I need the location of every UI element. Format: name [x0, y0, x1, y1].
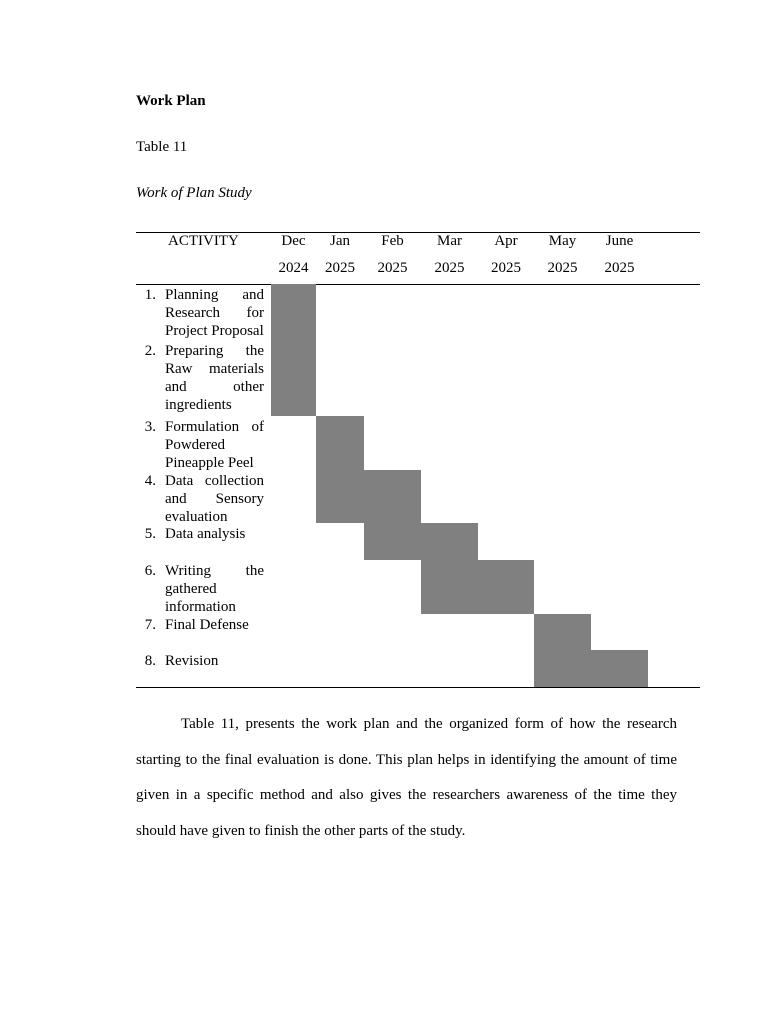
year-header-mar: 2025 [434, 260, 465, 276]
year-header-dec: 2024 [278, 260, 309, 276]
month-header-mar: Mar [437, 233, 462, 249]
activity-label: Data analysis [165, 526, 246, 542]
activity-number: 8. [144, 653, 156, 669]
activity-label: Preparing the Raw materials and other ingredients [165, 343, 264, 413]
activity-label: Final Defense [165, 617, 249, 633]
gantt-bar-5-mar [421, 523, 478, 560]
gantt-bar-6-mar [421, 560, 478, 614]
year-header-apr: 2025 [491, 260, 521, 276]
description-paragraph [136, 707, 677, 849]
table-number: Table 11 [136, 139, 188, 155]
activity-label: Formulation of Powdered Pineapple Peel [165, 419, 264, 471]
table-bottom-rule [136, 687, 700, 688]
activity-number: 1. [144, 287, 156, 303]
month-header-jan: Jan [330, 233, 350, 249]
activity-number: 3. [144, 419, 156, 435]
activity-label: Revision [165, 653, 219, 669]
activity-number: 4. [144, 473, 156, 489]
gantt-bar-7-may [534, 614, 591, 650]
year-header-feb: 2025 [377, 260, 408, 276]
gantt-bar-3-jan [316, 416, 364, 470]
table-title: Work of Plan Study [136, 185, 252, 201]
year-header-june: 2025 [604, 260, 635, 276]
activity-number: 2. [144, 343, 156, 359]
activity-number: 7. [144, 617, 156, 633]
gantt-bar-1-dec [271, 284, 316, 340]
year-header-may: 2025 [547, 260, 578, 276]
month-header-feb: Feb [381, 233, 404, 249]
month-header-june: June [605, 233, 634, 249]
gantt-bar-8-may [534, 650, 591, 687]
activity-number: 6. [144, 563, 156, 579]
work-plan-table [136, 232, 700, 688]
section-heading: Work Plan [136, 93, 206, 109]
gantt-bar-4-jan [316, 470, 364, 523]
month-header-may: May [548, 233, 577, 249]
gantt-bar-2-dec [271, 340, 316, 416]
gantt-bar-8-june [591, 650, 648, 687]
activity-label: Data collection and Sensory evaluation [165, 473, 264, 525]
gantt-bar-5-feb [364, 523, 421, 560]
table-header-rule [136, 284, 700, 285]
activity-label: Writing the gathered information [165, 563, 264, 615]
gantt-bar-6-apr [478, 560, 534, 614]
activity-column-header: ACTIVITY [168, 233, 239, 249]
month-header-apr: Apr [494, 233, 518, 249]
year-header-jan: 2025 [325, 260, 355, 276]
activity-number: 5. [144, 526, 156, 542]
gantt-bar-4-feb [364, 470, 421, 523]
month-header-dec: Dec [281, 233, 306, 249]
paragraph-text: Table 11, presents the work plan and the organized form of how the research starting to the final evaluation is done. This plan helps in identifying the amount of time given in a specific method and also gives the researchers awareness of the time they should have given to finish the other parts of the study. [136, 716, 677, 839]
activity-label: Planning and Research for Project Proposal [165, 287, 264, 339]
